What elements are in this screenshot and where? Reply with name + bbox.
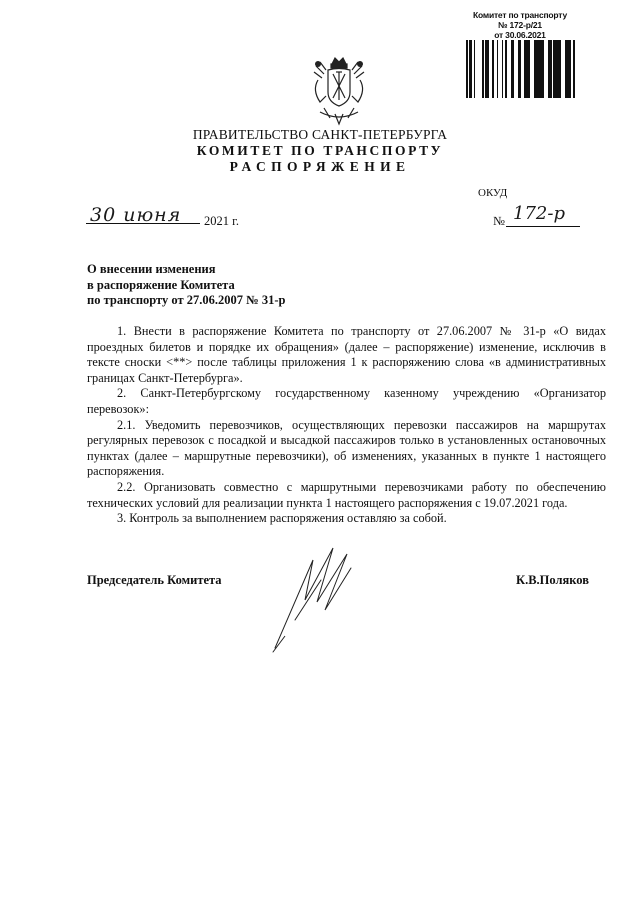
handwritten-number: 172-р (513, 203, 565, 224)
paragraph-2-1: 2.1. Уведомить перевозчиков, осуществляющих перевозки пассажиров на маршрутах регулярных перевозок с посадкой и высадкой пассажиров только в установленных остановочных пунктах (далее – маршрутные перевозчики), об изменениях, указанных в пункте 1 настоящего распоряжения. (87, 417, 606, 479)
signer-position: Председатель Комитета (87, 573, 222, 587)
barcode-icon (466, 40, 576, 98)
paragraph-2-2: 2.2. Организовать совместно с маршрутными перевозчиками работу по обеспечению технических условий для реализации пункта 1 настоящего распоряжения с 19.07.2021 года. (87, 479, 606, 510)
paragraph-2: 2. Санкт-Петербургскому государственному казенному учреждению «Организатор перевозок»: (87, 386, 606, 416)
subject-line: по транспорту от 27.06.2007 № 31-р (87, 293, 286, 307)
registration-stamp (462, 10, 578, 40)
handwritten-date: 30 июня (90, 204, 182, 226)
coat-of-arms-icon (306, 56, 372, 126)
number-underline (506, 226, 580, 227)
okud-label: ОКУД (478, 187, 508, 199)
date-year: 2021 г. (204, 214, 239, 228)
handwritten-signature-icon (255, 540, 375, 660)
stamp-line-org: Комитет по транспорту (472, 10, 568, 20)
paragraph-3: 3. Контроль за выполнением распоряжения оставляю за собой. (117, 511, 447, 526)
document-type-title: РАСПОРЯЖЕНИЕ (229, 159, 411, 174)
stamp-line-number: № 172-р/21 (498, 20, 542, 30)
signer-name: К.В.Поляков (516, 573, 589, 587)
document-subject (87, 262, 285, 309)
subject-line: О внесении изменения (87, 262, 216, 276)
committee-title: КОМИТЕТ ПО ТРАНСПОРТУ (196, 143, 444, 158)
subject-line: в распоряжение Комитета (87, 277, 235, 292)
document-body (87, 324, 606, 527)
stamp-line-date: от 30.06.2021 (494, 30, 546, 40)
government-title: ПРАВИТЕЛЬСТВО САНКТ-ПЕТЕРБУРГА (192, 127, 448, 142)
date-underline (86, 223, 200, 224)
number-sign: № (493, 214, 505, 228)
paragraph-1: 1. Внести в распоряжение Комитета по транспорту от 27.06.2007 № 31-р «О видах проездных билетов и порядке их обращения» (далее – распоряжение) изменение, исключив в тексте сноски <**> после таблицы приложения 1 к распоряжению слова «в административных границах Санкт-Петербурга». (87, 324, 606, 385)
